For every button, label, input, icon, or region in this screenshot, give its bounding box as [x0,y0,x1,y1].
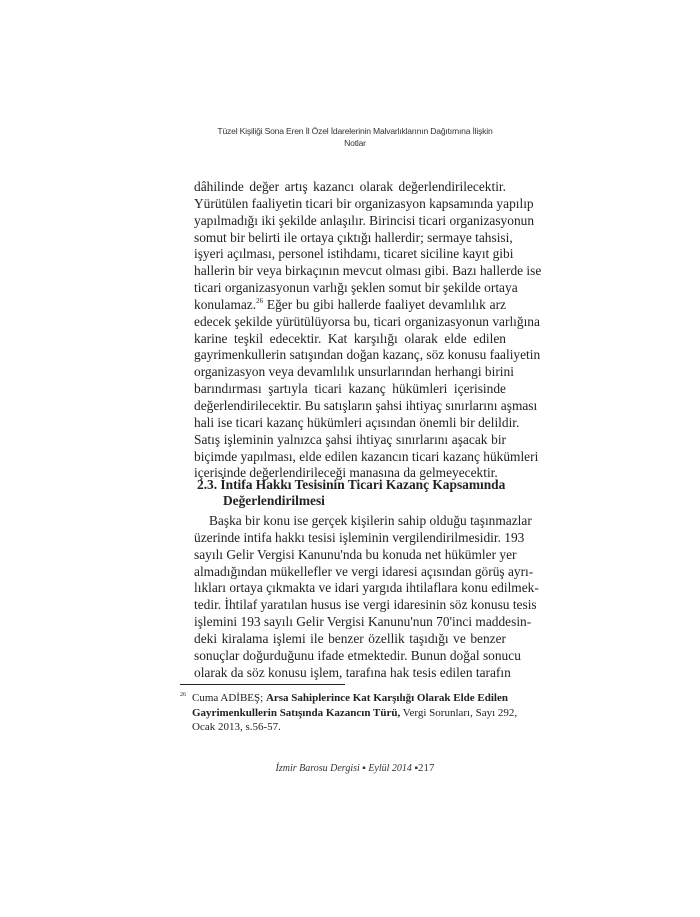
footnote-title: Arsa Sahiplerince Kat Karşılığı Olarak Elde Edilen [265,692,508,704]
text-line: Başka bir konu ise gerçek kişilerin sahip olduğu taşınmazlar [209,513,532,528]
text-line: gayrimenkullerin satışından doğan kazanç, söz konusu faaliyetin [194,347,541,363]
text-line: sayılı Gelir Vergisi Kanunu'nda bu konuda net hükümler yer [194,546,517,562]
text-line [194,297,506,314]
text-line: barındırması şartıyla ticari kazanç hükümleri içerisinde [194,381,506,397]
footnote-line [180,688,506,706]
text-line: sonuçlar doğurduğunu ifade etmektedir. Bunun doğal sonucu [194,647,521,663]
footnote-divider [180,684,345,685]
text-line: somut bir belirti ile ortaya çıktığı hallerdir; sermaye tahsisi, [194,229,513,245]
text-line: değerlendirilecektir. Bu satışların şahsi ihtiyaç sınırlarını aşması [194,397,538,413]
text-line: dâhilinde değer artış kazancı olarak değerlendirilecektir. [194,179,506,194]
text-line: yapılmadığı iki şekilde anlaşılır. Birincisi ticari organizasyonun [194,212,535,228]
text-line: ticari organizasyonun varlığı şeklen somut bir şekilde ortaya [194,280,518,296]
text-line: işlemini 193 sayılı Gelir Vergisi Kanunu'nun 70'inci maddesin- [194,614,532,630]
footnote-line [180,706,518,721]
running-header-line1: Tüzel Kişiliği Sona Eren İl Özel İdarelerinin Malvarlıklarının Dağıtımına İlişkin [217,126,493,136]
text-line: karine teşkil edecektir. Kat karşılığı olarak elde edilen [194,330,506,346]
text-line: işyeri açılması, personel istihdamı, ticaret siciline kayıt gibi [194,246,514,262]
text-line: olarak da söz konusu işlem, tarafına hak tesis edilen tarafın [194,664,511,680]
running-header [170,125,540,149]
footnote-reference[interactable]: 26 [256,296,264,305]
text-line: tedir. İhtilaf yaratılan husus ise vergi idaresinin söz konusu tesis [194,597,537,613]
paragraph-1 [194,179,542,482]
text-line: lıkları ortaya çıkmakta ve idari yargıda ihtilaflara konu edilmek- [194,580,539,596]
running-header-line2: Notlar [344,138,366,148]
section-heading-line1: 2.3. İntifa Hakkı Tesisinin Ticari Kazanç Kapsamında [197,477,506,492]
footnote-author: Cuma ADİBEŞ; [192,692,264,704]
text-line: organizasyon veya devamlılık unsurlarından herhangi birini [194,364,514,380]
text-line: içerisinde değerlendirileceği manasına da gelmeyecektir. [194,465,498,481]
text-line: almadığından mükellefler ve vergi idaresi açısından görüş ayrı- [194,563,534,579]
section-heading [197,477,505,509]
text-line: biçimde yapılması, elde edilen kazancın ticari kazanç hükümleri [194,448,539,464]
footnote-source: Vergi Sorunları, Sayı 292, [402,706,518,719]
section-heading-line2: Değerlendirilmesi [223,493,325,508]
separator: ▪ [362,763,366,774]
text-segment: konulamaz. [194,296,257,312]
page-number: 217 [417,762,435,774]
text-line: Yürütülen faaliyetin ticari bir organizasyon kapsamında yapılıp [194,195,534,211]
text-segment: Eğer bu gibi hallerde faaliyet devamlılık arz [266,296,506,312]
text-line: üzerinde intifa hakkı tesisi işleminin vergilendirilmesidir. 193 [194,529,525,545]
text-line: hali ise ticari kazanç hükümleri açısından önemli bir delildir. [194,414,520,430]
footnote-title: Gayrimenkullerin Satışında Kazancın Türü, [192,706,401,719]
text-line: Satış işleminin yalnızca şahsi ihtiyaç sınırlarını aşacak bir [194,431,506,447]
issue-date: Eylül 2014 [368,763,412,774]
text-line: edecek şekilde yürütülüyorsa bu, ticari organizasyonun varlığına [194,313,540,329]
paragraph-2 [194,513,539,681]
footnote [180,688,518,735]
footnote-date: Ocak 2013, s.56-57. [192,721,281,733]
separator: ▪ [414,763,418,774]
text-line: deki kiralama işlemi ile benzer özellik taşıdığı ve benzer [194,630,506,646]
journal-name: İzmir Barosu Dergisi [275,763,360,774]
page-footer [170,762,540,774]
text-line: hallerin bir veya birkaçının mevcut olması gibi. Bazı hallerde ise [194,263,542,279]
footnote-number: 26 [180,692,186,698]
